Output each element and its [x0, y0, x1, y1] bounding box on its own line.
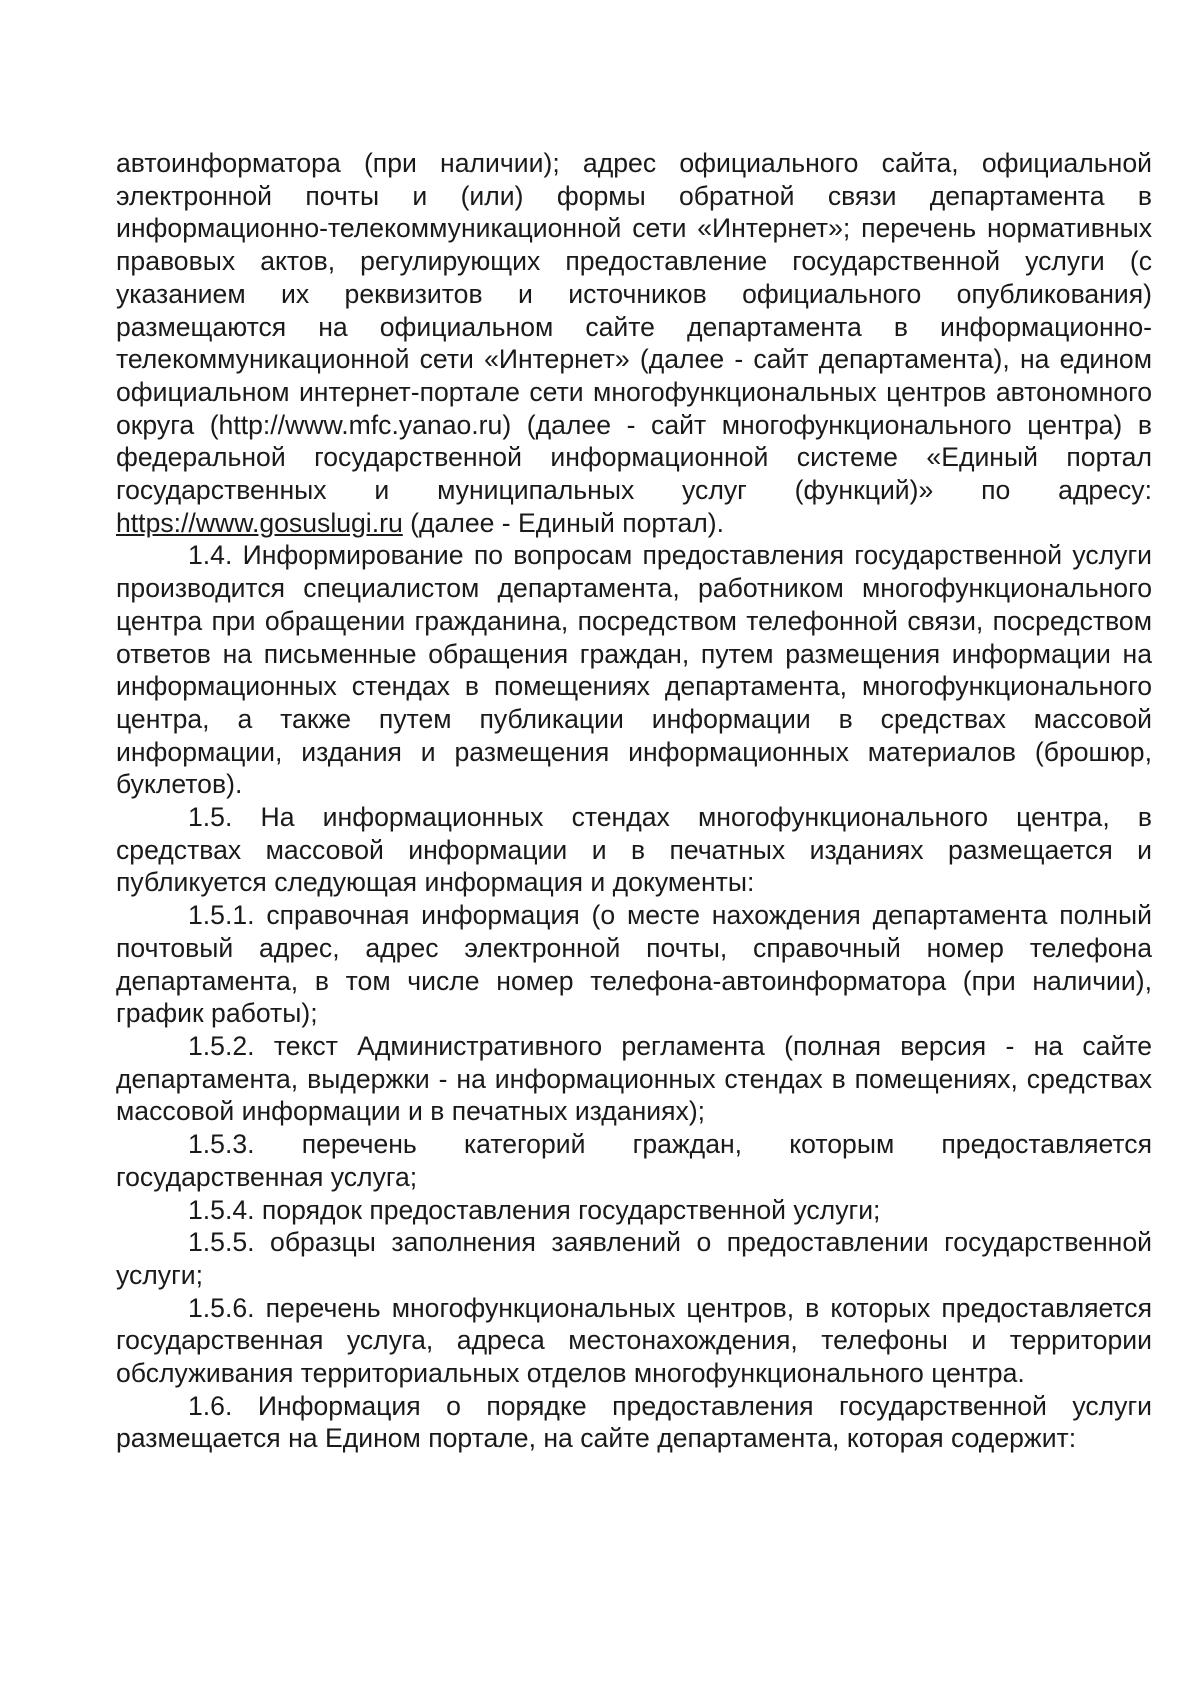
paragraph-contact-info [116, 147, 1152, 539]
paragraph-1-4: 1.4. Информирование по вопросам предоставления государственной услуги производится специалистом департамента, работником многофункционального центра при обращении гражданина, посредством телефонной связи, посредством ответов на письменные обращения граждан, путем размещения информации на информационных стендах в помещениях департамента, многофункционального центра, а также путем публикации информации в средствах массовой информации, издания и размещения информационных материалов (брошюр, буклетов). [116, 540, 1152, 800]
paragraph-1-5-3: 1.5.3. перечень категорий граждан, которым предоставляется государственная услуга; [116, 1129, 1152, 1192]
paragraph-1-5-6: 1.5.6. перечень многофункциональных центров, в которых предоставляется государственная услуга, адреса местонахождения, телефоны и территории обслуживания территориальных отделов многофункционального центра. [116, 1292, 1152, 1389]
paragraph-1-5: 1.5. На информационных стендах многофункционального центра, в средствах массовой информации и в печатных изданиях размещается и публикуется следующая информация и документы: [116, 802, 1152, 898]
paragraph-text: автоинформатора (при наличии); адрес официального сайта, официальной электронной почты и (или) формы обратной связи департамента в информационно-телекоммуникационной сети «Интернет»; перечень нормативных правовых актов, регулирующих предоставление государственной услуги (с указанием их реквизитов и источников официального опубликования) размещаются на официальном сайте департамента в информационно-телекоммуникационной сети «Интернет» (далее - сайт департамента), на едином официальном интернет-портале сети многофункциональных центров автономного округа (http://www.mfc.yanao.ru) (далее - сайт многофункционального центра) в федеральной государственной информационной системе «Единый портал государственных и муниципальных услуг (функций)» по адресу: [116, 148, 1152, 506]
gosuslugi-link[interactable]: https://www.gosuslugi.ru [116, 507, 403, 538]
paragraph-1-5-2: 1.5.2. текст Административного регламента (полная версия - на сайте департамента, выдержки - на информационных стендах в помещениях, средствах массовой информации и в печатных изданиях); [116, 1030, 1152, 1127]
document-page [116, 147, 1152, 1455]
paragraph-1-5-1: 1.5.1. справочная информация (о месте нахождения департамента полный почтовый адрес, адрес электронной почты, справочный номер телефона департамента, в том числе номер телефона-автоинформатора (при наличии), график работы); [116, 900, 1152, 1029]
paragraph-1-6: 1.6. Информация о порядке предоставления государственной услуги размещается на Едином портале, на сайте департамента, которая содержит: [116, 1390, 1152, 1454]
paragraph-1-5-4: 1.5.4. порядок предоставления государственной услуги; [188, 1194, 881, 1225]
paragraph-text-tail: (далее - Единый портал). [402, 507, 725, 538]
paragraph-1-5-5: 1.5.5. образцы заполнения заявлений о предоставлении государственной услуги; [116, 1227, 1152, 1290]
